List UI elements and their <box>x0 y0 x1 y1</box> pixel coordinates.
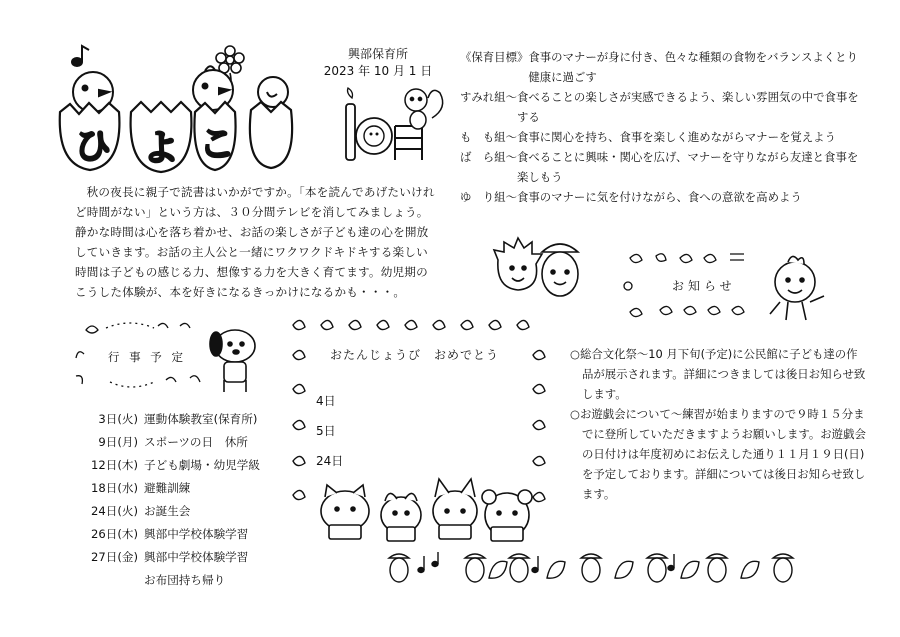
music-note-icon <box>418 552 674 573</box>
childcare-goals <box>460 47 860 207</box>
newsletter-title-char-3: こ <box>199 124 236 165</box>
goal-row <box>460 187 860 207</box>
goal-text: 食べることに興味・関心を広げ、マナーを守りながら友達と食事を楽しもう <box>516 150 859 184</box>
issuer-name: 興部保育所 <box>347 47 408 61</box>
hiyoko-masthead-illustration <box>55 40 345 190</box>
notices <box>570 344 866 504</box>
issue-date: 2023 年 10 月 1 日 <box>323 64 433 78</box>
event-date: 24日(火) <box>91 504 138 518</box>
event-text: 興部中学校体験学習 <box>144 527 249 541</box>
goal-row <box>460 47 860 87</box>
event-date: 27日(金) <box>91 550 138 564</box>
intro-paragraph: 秋の夜長に親子で読書はいかがですか。「本を読んであげたいけれど時間がない」という方は、３０分間テレビを消してみましょう。静かな時間は心を落ち着かせ、お話の楽しさが子ども達の心を開放していきます。お話の主人公と一緒にワクワクドキドキする楽しい時間は子どもの感じる力、想像する力を大きく育てます。幼児期のこうした体験が、本を好きになるきっかけになるかも・・・。 <box>75 185 435 299</box>
kids-acorn-illustration <box>490 230 590 305</box>
goal-text: 食事に関心を持ち、食事を楽しく進めながらマナーを覚えよう <box>516 130 836 144</box>
goal-label: ゆ り組～ <box>460 190 517 204</box>
goal-row <box>460 87 860 127</box>
event-date: 26日(木) <box>91 527 138 541</box>
goal-label: も も組～ <box>460 130 517 144</box>
goal-text: 食事のマナーが身に付き、色々な種類の食物をバランスよくとり健康に過ごす <box>528 50 858 84</box>
acorn-icon <box>389 554 793 582</box>
goal-text: 食事のマナーに気を付けながら、食への意欲を高めよう <box>516 190 802 204</box>
event-text: 興部中学校体験学習 <box>144 550 249 564</box>
birthday-title: おたんじょうび おめでとう <box>330 348 500 362</box>
event-row <box>80 477 260 500</box>
event-schedule <box>80 408 260 592</box>
news-title: お知らせ <box>672 279 736 293</box>
goal-text: 食べることの楽しさが実感できるよう、楽しい雰囲気の中で食事をする <box>516 90 859 124</box>
goal-label: ば ら組～ <box>460 150 517 164</box>
event-date: 9日(月) <box>98 435 138 449</box>
goal-row <box>460 127 860 147</box>
event-text: スポーツの日 休所 <box>144 435 248 449</box>
goal-label: すみれ組～ <box>460 90 517 104</box>
notice-item: ○総合文化祭～10 月下旬(予定)に公民館に子ども達の作品が展示されます。詳細につきましては後日お知らせ致します。 <box>570 347 866 401</box>
event-row <box>80 546 260 569</box>
event-row <box>80 523 260 546</box>
month-logo <box>340 88 450 168</box>
event-continuation: お布団持ち帰り <box>144 573 226 587</box>
character-icon <box>770 256 824 320</box>
bottom-decoration-border <box>385 548 795 588</box>
issuer-block <box>318 46 438 80</box>
birthday-day: 4日 <box>316 394 336 408</box>
music-note-icon <box>72 46 89 66</box>
newsletter-title-char-2: よ <box>143 128 180 169</box>
dog-icon <box>210 330 255 392</box>
schedule-title: 行 事 予 定 <box>108 350 186 364</box>
event-text: 運動体験教室(保育所) <box>144 412 258 426</box>
goal-label: 《保育目標》 <box>460 50 529 64</box>
birthday-day: 24日 <box>316 454 344 468</box>
event-row <box>80 431 260 454</box>
event-text: 避難訓練 <box>144 481 191 495</box>
birthday-day: 5日 <box>316 424 336 438</box>
goal-row <box>460 147 860 187</box>
event-text: 子ども劇場・幼児学級 <box>144 458 260 472</box>
event-row <box>80 454 260 477</box>
event-row <box>80 500 260 523</box>
newsletter-title-char-1: ひ <box>75 126 112 167</box>
event-date: 18日(水) <box>91 481 138 495</box>
event-text: お誕生会 <box>144 504 191 518</box>
event-date: 12日(木) <box>91 458 138 472</box>
reading-animals-icon <box>321 479 532 541</box>
notice-item: ○お遊戯会について～練習が始まりますので９時１５分までに登所していただきますようお願いします。お遊戯会の日付けは年度初めにお伝えした通り１１月１９日(日)を予定しております。詳細については後日お知らせ致します。 <box>570 407 866 501</box>
event-date: 3日(火) <box>98 412 138 426</box>
event-row <box>80 408 260 431</box>
squirrel-icon <box>405 89 443 129</box>
